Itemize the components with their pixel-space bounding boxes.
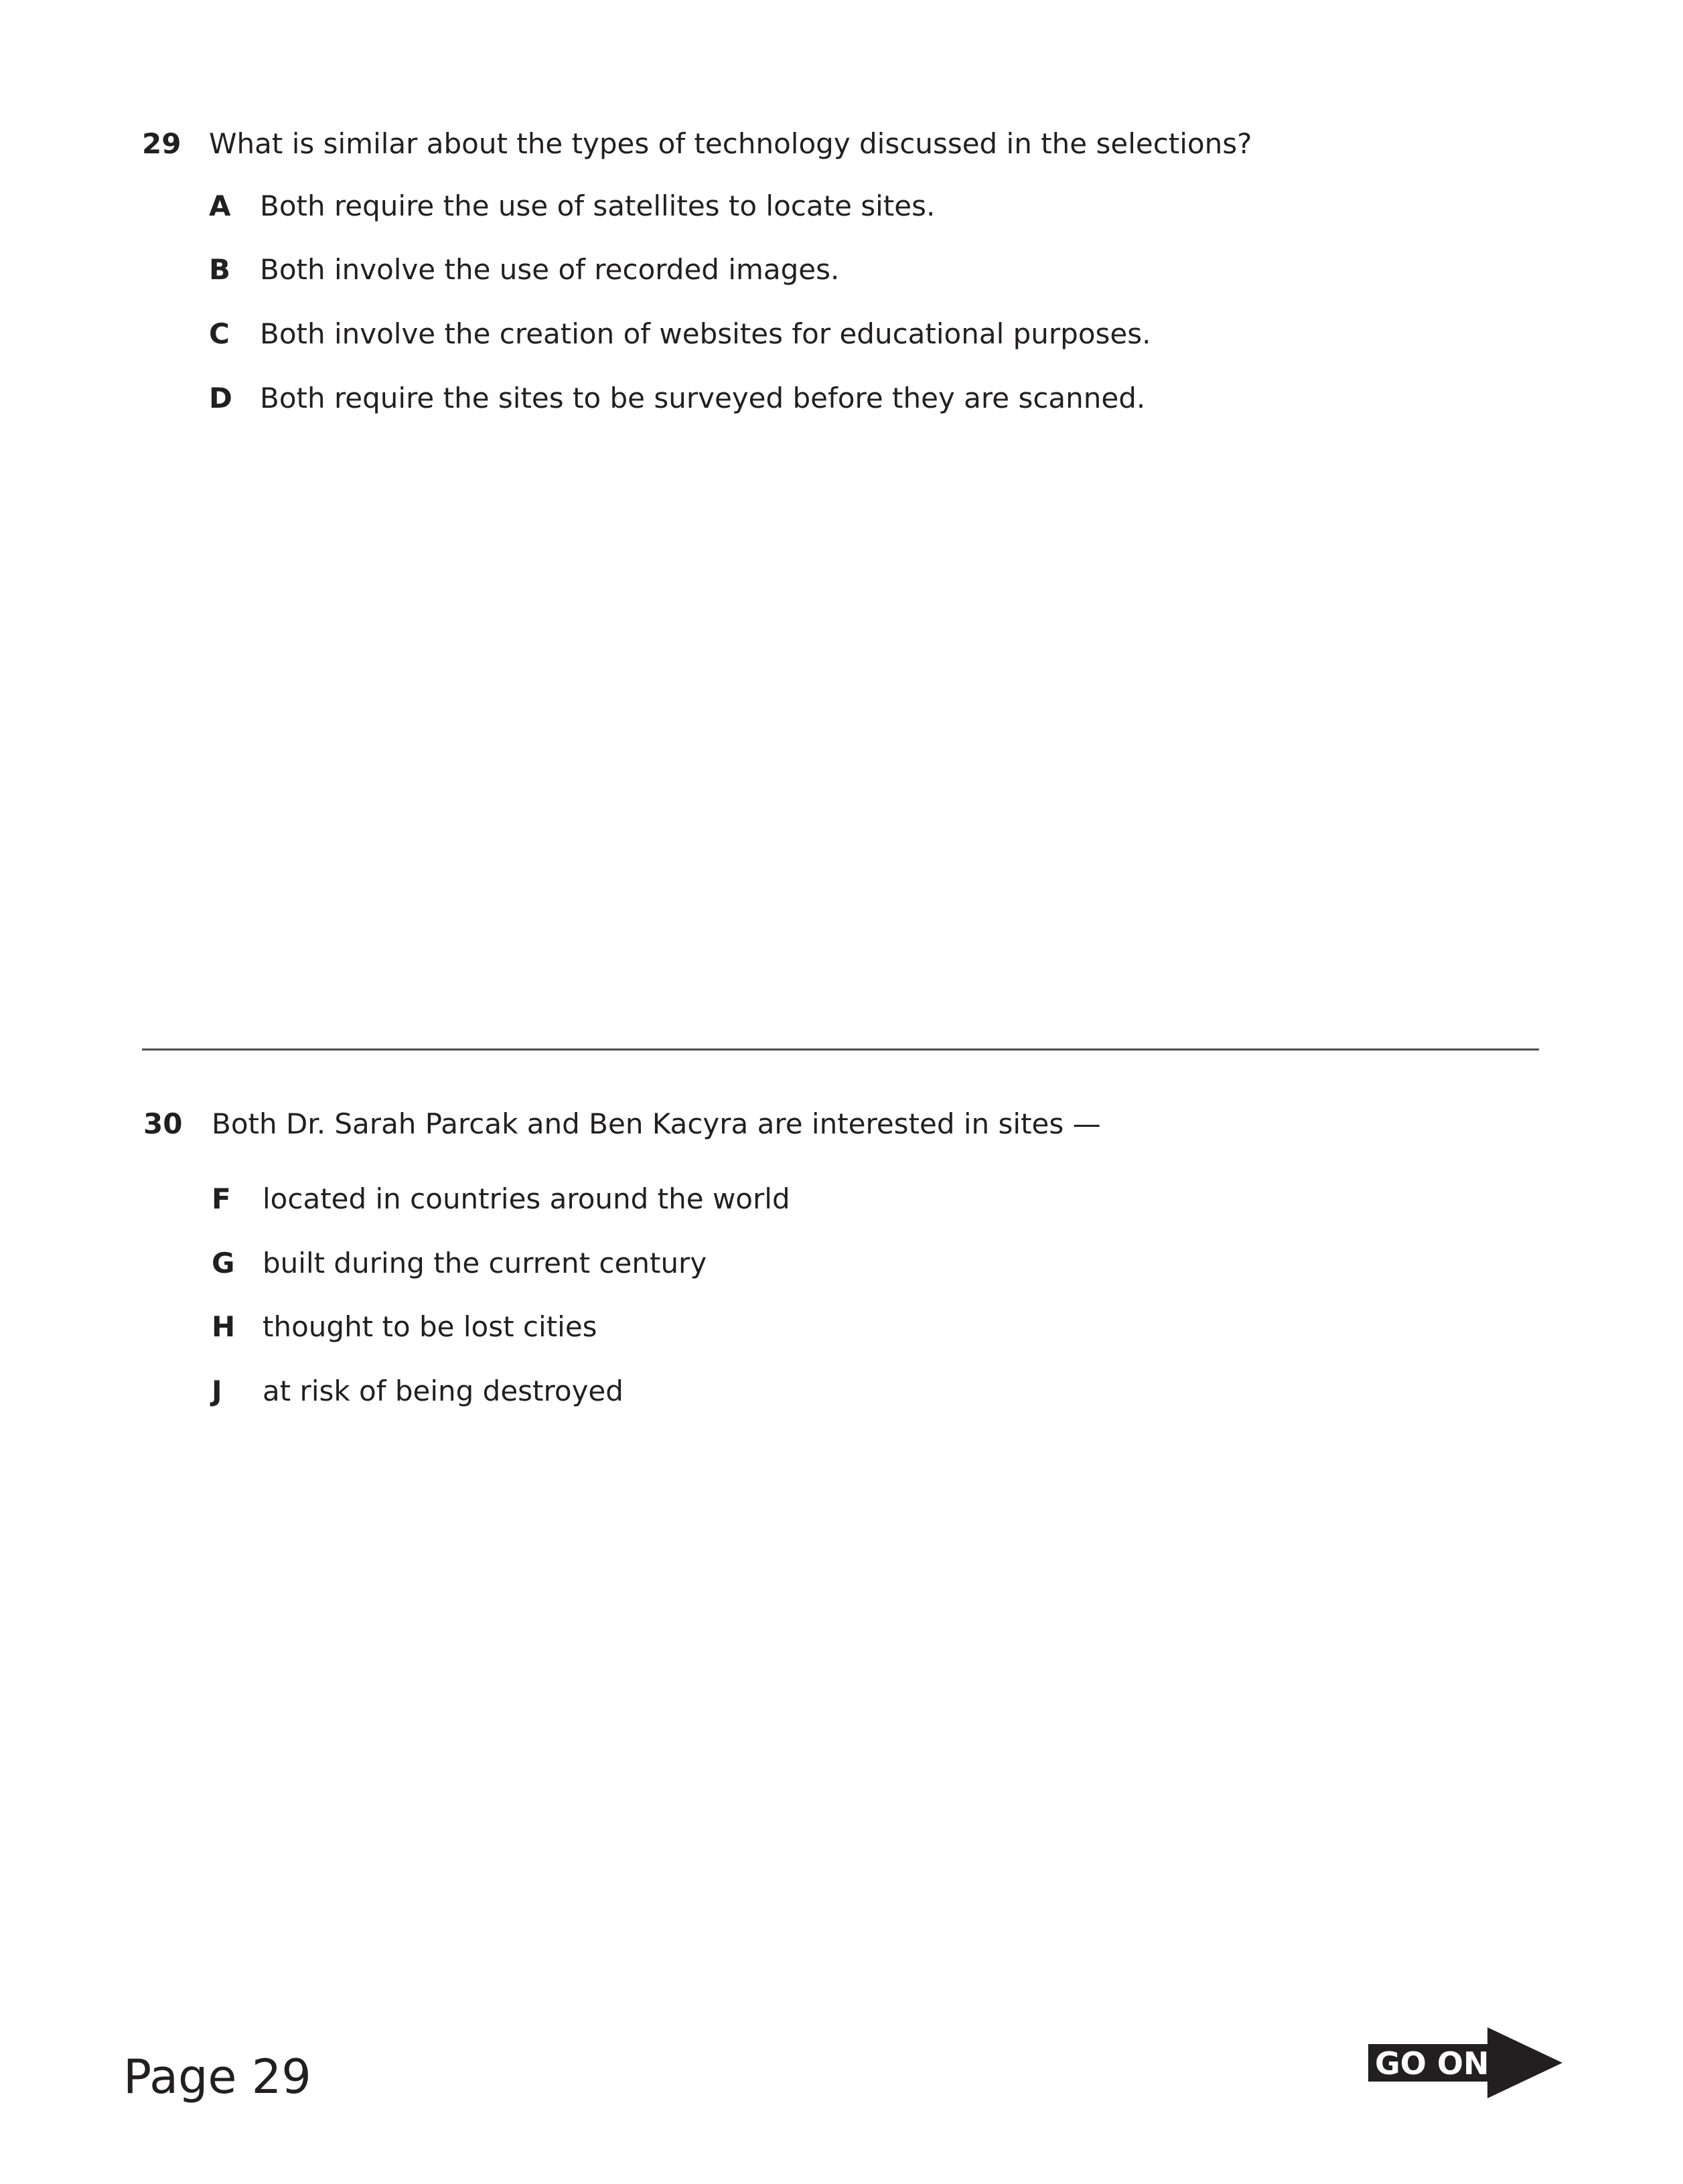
choice-text: Both require the sites to be surveyed before they are scanned. xyxy=(260,382,1146,414)
choice-text: thought to be lost cities xyxy=(263,1310,597,1343)
choice-text: Both involve the use of recorded images. xyxy=(260,253,840,286)
question-stem: What is similar about the types of technology discussed in the selections? xyxy=(209,127,1252,160)
go-on-button[interactable] xyxy=(1368,2027,1562,2098)
choice-text: built during the current century xyxy=(263,1247,707,1279)
question-number: 29 xyxy=(142,127,181,160)
choice-text: located in countries around the world xyxy=(263,1182,790,1215)
choice-text: Both involve the creation of websites for educational purposes. xyxy=(260,317,1151,350)
choice-letter: A xyxy=(209,189,231,222)
choice-letter: C xyxy=(209,317,230,350)
choice-letter: F xyxy=(212,1182,231,1215)
page-number: Page 29 xyxy=(123,2049,311,2104)
choice-letter: H xyxy=(212,1310,236,1343)
choice-letter: B xyxy=(209,253,231,286)
section-divider xyxy=(142,1048,1539,1050)
choice-letter: D xyxy=(209,382,232,414)
choice-letter: G xyxy=(212,1247,235,1279)
choice-text: at risk of being destroyed xyxy=(263,1375,624,1407)
question-number: 30 xyxy=(143,1107,183,1140)
choice-text: Both require the use of satellites to locate sites. xyxy=(260,189,936,222)
go-on-label: GO ON xyxy=(1375,2045,1489,2082)
question-stem: Both Dr. Sarah Parcak and Ben Kacyra are interested in sites — xyxy=(212,1107,1101,1140)
choice-letter: J xyxy=(212,1375,222,1407)
